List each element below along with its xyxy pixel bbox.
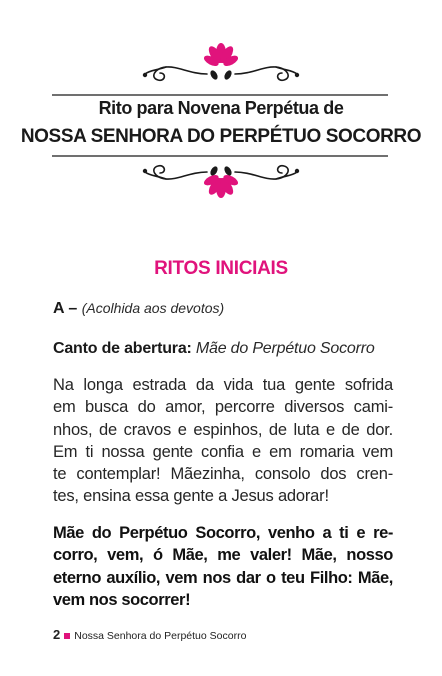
verse-line: Em ti nossa gente confia e em romaria vem bbox=[53, 442, 393, 461]
verse-line: Na longa estrada da vida tua gente sofrida bbox=[53, 376, 393, 394]
verse-line: tes, ensina essa gente a Jesus adorar! bbox=[53, 487, 329, 506]
bottom-ornament bbox=[0, 150, 442, 200]
square-bullet-icon bbox=[64, 633, 70, 639]
header-title: NOSSA SENHORA DO PERPÉTUO SOCORRO bbox=[20, 126, 422, 147]
footer-text: Nossa Senhora do Perpétuo Socorro bbox=[74, 630, 247, 642]
verse-line: te contemplar! Mãezinha, consolo dos cren- bbox=[53, 465, 393, 484]
flower-ornament-icon bbox=[202, 43, 239, 68]
page-number: 2 bbox=[53, 627, 61, 642]
verse-line: em busca do amor, percorre diversos cami- bbox=[53, 398, 393, 417]
canto-title: Mãe do Perpétuo Socorro bbox=[195, 340, 375, 357]
verse-line: nhos, de cravos e espinhos, de luta e de dor. bbox=[53, 420, 393, 439]
section-title: RITOS INICIAIS bbox=[154, 258, 288, 279]
intro-line-a bbox=[53, 300, 224, 318]
refrain-line: vem nos socorrer! bbox=[53, 590, 191, 609]
a-label: A – bbox=[53, 300, 78, 317]
header-subtitle: Rito para Novena Perpétua de bbox=[98, 98, 344, 118]
intro-line-canto bbox=[53, 340, 375, 358]
refrain-line: Mãe do Perpétuo Socorro, venho a ti e re- bbox=[53, 524, 393, 542]
canto-label: Canto de abertura: bbox=[53, 340, 192, 357]
flower-ornament-icon bbox=[202, 173, 239, 198]
refrain-paragraph bbox=[53, 522, 393, 611]
refrain-line: eterno auxílio, vem nos dar o teu Filho: Mãe, bbox=[53, 568, 393, 587]
page-footer bbox=[53, 627, 246, 642]
top-ornament bbox=[0, 40, 442, 100]
verse-paragraph bbox=[53, 374, 393, 508]
a-text: (Acolhida aos devotos) bbox=[81, 300, 225, 316]
refrain-line: corro, vem, ó Mãe, me valer! Mãe, nosso bbox=[53, 546, 393, 565]
